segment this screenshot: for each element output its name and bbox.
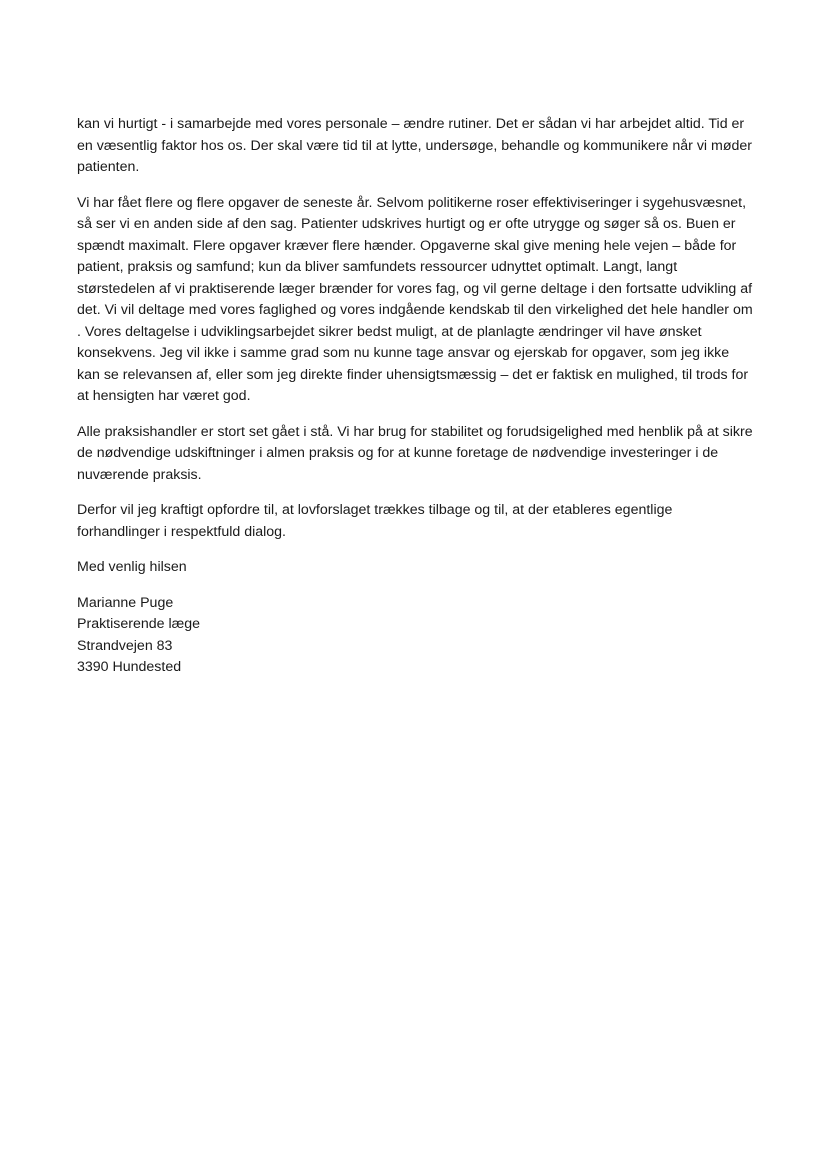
signature-city: 3390 Hundested (77, 659, 182, 675)
paragraph-praksishandler: Alle praksishandler er stort set gået i stå. Vi har brug for stabilitet og forudsigelighed med henblik på at sikre de nødvendige udskiftninger i almen praksis og for at kunne foretage de nødvendige investeringer i de nuværende praksis. (77, 423, 753, 483)
signature-title: Praktiserende læge (77, 616, 201, 632)
paragraph-rutiner: kan vi hurtigt - i samarbejde med vores personale – ændre rutiner. Det er sådan vi har arbejdet altid. Tid er en væsentlig faktor hos os. Der skal være tid til at lytte, undersøge, behandle og kommunikere når vi møder patienten. (77, 116, 753, 175)
paragraph-opgaver: Vi har fået flere og flere opgaver de seneste år. Selvom politikerne roser effektiviseringer i sygehusvæsnet, så ser vi en anden side af den sag. Patienter udskrives hurtigt og er ofte utrygge og søger så os. Buen er spændt maximalt. Flere opgaver kræver flere hænder. Opgaverne skal give mening hele vejen – både for patient, praksis og samfund; kun da bliver samfundets ressourcer udnyttet optimalt. Langt, langt størstedelen af vi praktiserende læger brænder for vores fag, og vil gerne deltage i den fortsatte udvikling af det. Vi vil deltage med vores faglighed og vores indgående kendskab til den virkelighed det hele handler om . Vores deltagelse i udviklingsarbejdet sikrer bedst muligt, at de planlagte ændringer vil have ønsket konsekvens. Jeg vil ikke i samme grad som nu kunne tage ansvar og ejerskab for opgaver, som jeg ikke kan se relevansen af, eller som jeg direkte finder uhensigtsmæssig – det er faktisk en mulighed, til trods for at hensigten har været god. (77, 194, 753, 404)
signature-block (77, 593, 753, 679)
closing-greeting: Med venlig hilsen (77, 559, 187, 575)
signature-street: Strandvejen 83 (77, 637, 173, 654)
signature-name: Marianne Puge (77, 594, 174, 611)
paragraph-opfordring: Derfor vil jeg kraftigt opfordre til, at lovforslaget trækkes tilbage og til, at der etableres egentlige forhandlinger i respektfuld dialog. (77, 502, 673, 540)
letter-body (77, 114, 753, 679)
